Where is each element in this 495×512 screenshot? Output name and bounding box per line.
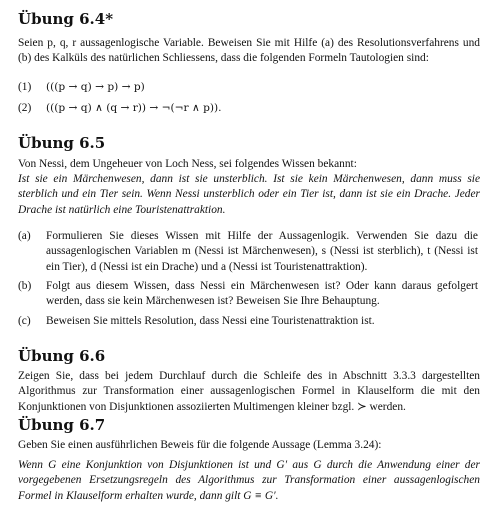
exercise-6-4-intro: Seien p, q, r aussagenlogische Variable. Beweisen Sie mit Hilfe (a) des Resolutionsverfahrens und (b) des Kalküls des natürlichen Schliessens, dass die folgenden Formeln Tautologien sind: <box>18 37 480 65</box>
item-number: (c) <box>18 315 31 327</box>
exercise-6-7-statement: Wenn G eine Konjunktion von Disjunktionen ist und G′ aus G durch die Anwendung einer der vorgegebenen Ersetzungsregeln des Algorithmus zur Transformation einer aussagenlogischen Formel in Klauselform erhalten wurde, dann gilt G ≡ G′. <box>18 459 480 502</box>
item-number: (a) <box>18 230 31 242</box>
exercise-6-5-item-b <box>18 279 478 310</box>
item-text: Formulieren Sie dieses Wissen mit Hilfe der Aussagenlogik. Verwenden Sie dazu die aussagenlogischen Variablen m (Nessi ist Märchenwesen), s (Nessi ist sterblich), t (Nessi ist ein Tier), d (Nessi ist ein Drache) und a (Nessi ist Touristenattraktion). <box>46 230 478 273</box>
exercise-6-4-heading: Übung 6.4* <box>18 10 114 28</box>
item-number: (1) <box>18 81 32 93</box>
item-text: Beweisen Sie mittels Resolution, dass Nessi eine Touristenattraktion ist. <box>46 315 375 327</box>
exercise-6-6-heading: Übung 6.6 <box>18 347 106 365</box>
item-number: (2) <box>18 102 32 114</box>
exercise-6-7-heading: Übung 6.7 <box>18 416 106 434</box>
exercise-6-6-text: Zeigen Sie, dass bei jedem Durchlauf durch die Schleife des in Abschnitt 3.3.3 dargestellten Algorithmus zur Transformation einer aussagenlogischen Formel in Klauselform die mit den Konjunktionen von Disjunktionen assoziierten Multimengen kleiner bzgl. ≻ werden. <box>18 370 480 413</box>
exercise-6-4-item-2 <box>18 101 478 116</box>
exercise-6-5-item-c <box>18 314 478 329</box>
exercise-6-5-intro: Von Nessi, dem Ungeheuer von Loch Ness, sei folgendes Wissen bekannt: <box>18 158 357 170</box>
exercise-6-4-item-1 <box>18 80 478 95</box>
formula: (((p → q) ∧ (q → r)) → ¬(¬r ∧ p)). <box>46 102 222 114</box>
item-number: (b) <box>18 280 32 292</box>
item-text: Folgt aus diesem Wissen, dass Nessi ein Märchenwesen ist? Oder kann daraus gefolgert werden, dass sie kein Märchenwesen ist? Beweisen Sie Ihre Behauptung. <box>46 280 478 308</box>
exercise-6-5-item-a <box>18 229 478 275</box>
exercise-6-7-intro: Geben Sie einen ausführlichen Beweis für die folgende Aussage (Lemma 3.24): <box>18 439 382 451</box>
exercise-6-5-knowledge: Ist sie ein Märchenwesen, dann ist sie unsterblich. Ist sie kein Märchenwesen, dann muss sie sterblich und ein Tier sein. Wenn Nessi unsterblich oder ein Tier ist, dann ist sie ein Drache. Jeder Drache ist natürlich eine Touristenattraktion. <box>18 173 480 216</box>
exercise-6-5-heading: Übung 6.5 <box>18 134 106 152</box>
formula: (((p → q) → p) → p) <box>46 81 145 93</box>
